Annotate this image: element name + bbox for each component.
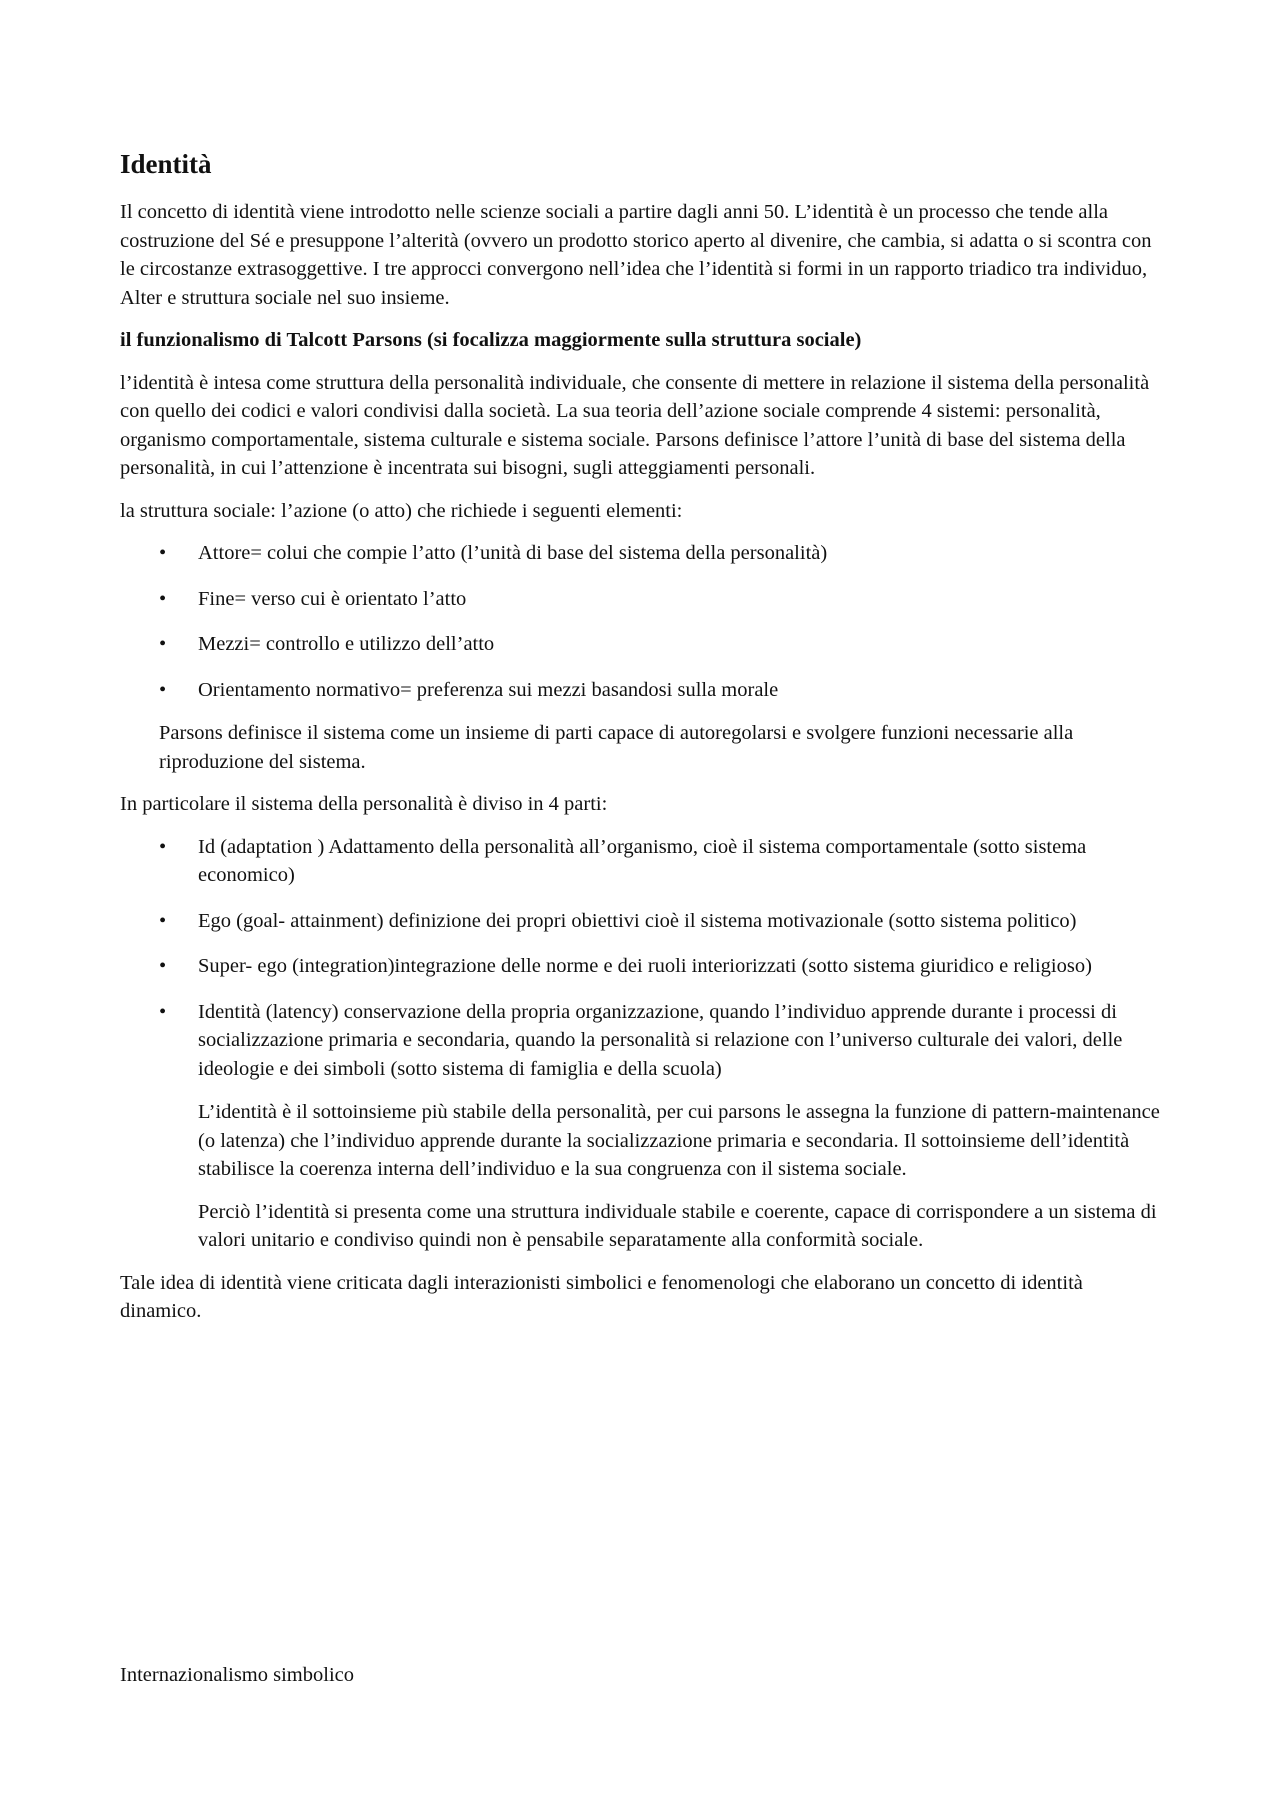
list-item-super-ego: [120, 952, 1160, 981]
intro-paragraph: Il concetto di identità viene introdotto nelle scienze sociali a partire dagli anni 50. L’identità è un processo che tende alla costruzione del Sé e presuppone l’alterità (ovvero un prodotto storico aperto al divenire, che cambia, si adatta o si scontra con le circostanze extrasoggettive. I tre approcci convergono nell’idea che l’identità si formi in un rapporto triadico tra individuo, Alter e struttura sociale nel suo insieme.: [120, 201, 1152, 309]
next-section-heading: Internazionalismo simbolico: [120, 1664, 354, 1686]
bullet-icon: •: [159, 835, 167, 858]
list-item-text: Attore= colui che compie l’atto (l’unità di base del sistema della personalità): [198, 542, 828, 565]
document-title: Identità: [120, 149, 212, 179]
list-item-text: Ego (goal- attainment) definizione dei propri obiettivi cioè il sistema motivazionale (sotto sistema politico): [198, 909, 1077, 932]
list-item-text: Identità (latency) conservazione della propria organizzazione, quando l’individuo apprende durante i processi di socializzazione primaria e secondaria, quando la personalità si relazione con l’universo culturale dei valori, delle ideologie e dei simboli (sotto sistema di famiglia e della scuola): [198, 1000, 1123, 1080]
section-heading-parsons: il funzionalismo di Talcott Parsons (si focalizza maggiormente sulla struttura sociale): [120, 329, 862, 352]
list-item-means: [120, 630, 1160, 659]
personality-parts-intro: In particolare il sistema della personalità è diviso in 4 parti:: [120, 793, 608, 816]
list-item-goal: [120, 585, 1160, 614]
social-structure-paragraph: la struttura sociale: l’azione (o atto) che richiede i seguenti elementi:: [120, 499, 683, 522]
personality-parts-list: [120, 833, 1160, 1084]
critique-paragraph: Tale idea di identità viene criticata dagli interazionisti simbolici e fenomenologi che elaborano un concetto di identità dinamico.: [120, 1271, 1083, 1323]
list-item-ego: [120, 907, 1160, 936]
list-item-text: Fine= verso cui è orientato l’atto: [198, 587, 467, 610]
bullet-icon: •: [159, 909, 167, 932]
list-item-id: [120, 833, 1160, 890]
identity-paragraph: l’identità è intesa come struttura della personalità individuale, che consente di mettere in relazione il sistema della personalità con quello dei codici e valori condivisi dalla società. La sua teoria dell’azione sociale comprende 4 sistemi: personalità, organismo comportamentale, sistema culturale e sistema sociale. Parsons definisce l’attore l’unità di base del sistema della personalità, in cui l’attenzione è incentrata sui bisogni, sugli atteggiamenti personali.: [120, 371, 1150, 480]
bullet-icon: •: [159, 587, 167, 610]
bullet-icon: •: [159, 678, 167, 701]
list-item-text: Id (adaptation ) Adattamento della personalità all’organismo, cioè il sistema comportamentale (sotto sistema economico): [198, 835, 1087, 887]
list-item-text: Super- ego (integration)integrazione delle norme e dei ruoli interiorizzati (sotto sistema giuridico e religioso): [198, 955, 1092, 978]
bullet-icon: •: [159, 1000, 167, 1023]
list-item-actor: [120, 539, 1160, 568]
list-item-normative: [120, 676, 1160, 705]
bullet-icon: •: [159, 955, 167, 978]
document-page: [120, 148, 1160, 1340]
list-item-text: Orientamento normativo= preferenza sui mezzi basandosi sulla morale: [198, 678, 779, 701]
list-item-identity: [120, 998, 1160, 1084]
bullet-icon: •: [159, 542, 167, 565]
bullet-icon: •: [159, 633, 167, 656]
subset-paragraph: L’identità è il sottoinsieme più stabile della personalità, per cui parsons le assegna la funzione di pattern-maintenance (o latenza) che l’individuo apprende durante la socializzazione primaria e secondaria. Il sottoinsieme dell’identità stabilisce la coerenza interna dell’individuo e la sua congruenza con il sistema sociale.: [198, 1101, 1160, 1181]
therefore-paragraph: Perciò l’identità si presenta come una struttura individuale stabile e coerente, capace di corrispondere a un sistema di valori unitario e condiviso quindi non è pensabile separatamente alla conformità sociale.: [198, 1200, 1157, 1252]
action-elements-list: [120, 539, 1160, 704]
list-item-text: Mezzi= controllo e utilizzo dell’atto: [198, 633, 495, 656]
system-paragraph: Parsons definisce il sistema come un insieme di parti capace di autoregolarsi e svolgere funzioni necessarie alla riproduzione del sistema.: [159, 722, 1074, 773]
